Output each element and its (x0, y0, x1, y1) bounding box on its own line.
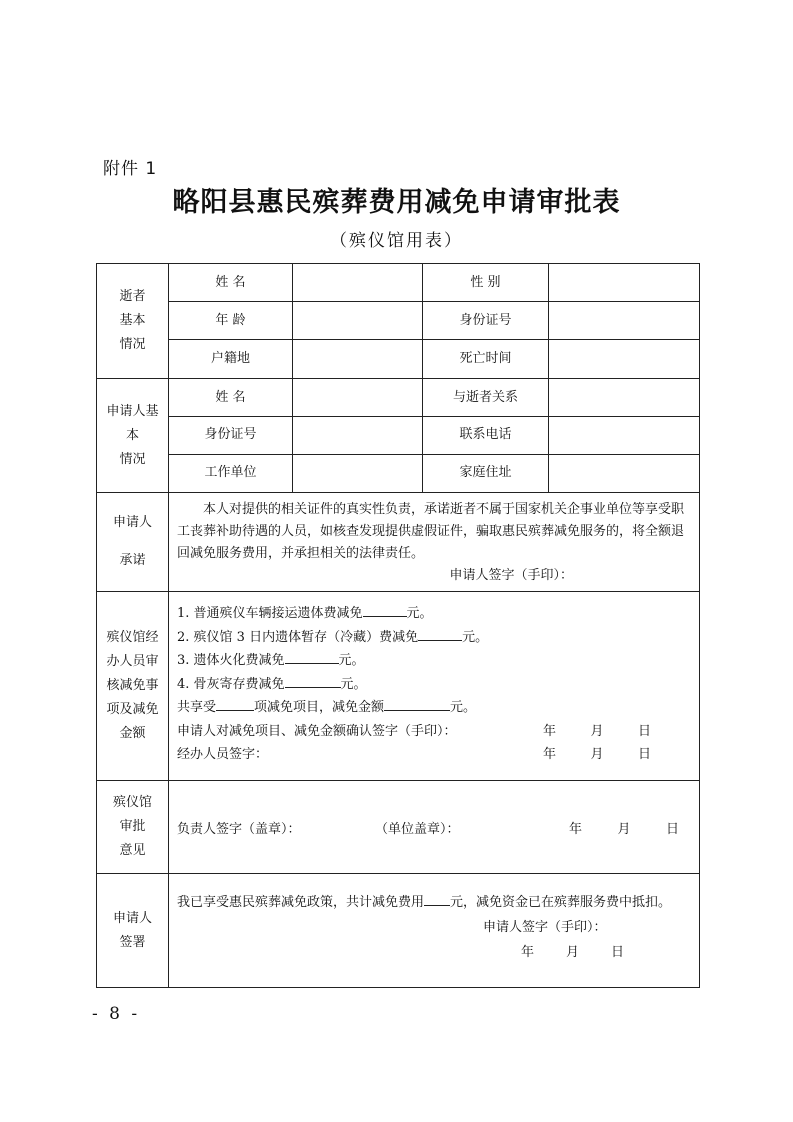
applicant-confirm-line: 申请人对减免项目、减免金额确认签字（手印）： 年 月 日 (177, 720, 691, 744)
deceased-id-label: 身份证号 (423, 302, 549, 340)
signoff-content (169, 874, 700, 988)
form-subtitle: （殡仪馆用表） (330, 231, 463, 251)
approval-date: 年 月 日 (569, 821, 679, 837)
section-handler-review: 殡仪馆经 办人员审 核减免事 项及减免 金额 (97, 592, 169, 781)
attachment-label: 附件 1 (103, 159, 158, 179)
signoff-amount-blank[interactable] (424, 891, 450, 906)
deceased-name-field[interactable] (293, 264, 423, 302)
deceased-gender-field[interactable] (549, 264, 700, 302)
applicant-phone-field[interactable] (549, 416, 700, 454)
section-applicant-promise: 申请人 承诺 (97, 492, 169, 591)
deceased-name-label: 姓 名 (169, 264, 293, 302)
applicant-id-field[interactable] (293, 416, 423, 454)
signoff-date: 年 月 日 (521, 945, 625, 961)
promise-signature-label: 申请人签字（手印）： (449, 567, 573, 583)
reduction-item-3: 3. 遗体火化费减免 元。 (177, 649, 691, 673)
item2-amount-blank[interactable] (418, 626, 462, 641)
application-form-table (96, 263, 700, 988)
section-applicant-info: 申请人基 本 情况 (97, 379, 169, 492)
handler-review-content (169, 592, 700, 781)
applicant-relation-field[interactable] (549, 379, 700, 416)
staff-sign-label: 经办人员签字： (177, 747, 269, 763)
section-deceased-info: 逝者 基本 情况 (97, 264, 169, 379)
approval-content (169, 781, 700, 874)
deceased-gender-label: 性 别 (423, 264, 549, 302)
deceased-household-label: 户籍地 (169, 340, 293, 379)
unit-seal-label: （单位盖章）： (375, 821, 460, 837)
section-approval-opinion: 殡仪馆 审批 意见 (97, 781, 169, 874)
applicant-confirm-label: 申请人对减免项目、减免金额确认签字（手印）： (177, 723, 457, 739)
reduction-item-2: 2. 殡仪馆 3 日内遗体暂存（冷藏）费减免 元。 (177, 626, 691, 650)
signoff-signature-label: 申请人签字（手印）： (483, 920, 607, 936)
head-sign-label: 负责人签字（盖章）： (177, 821, 301, 837)
deceased-id-field[interactable] (549, 302, 700, 340)
page-number: - 8 - (92, 1004, 141, 1024)
applicant-relation-label: 与逝者关系 (423, 379, 549, 416)
item4-amount-blank[interactable] (285, 673, 341, 688)
promise-text-line-2: 工丧葬补助待遇的人员，如核查发现提供虚假证件，骗取惠民殡葬减免服务的，将全额退 (177, 523, 685, 539)
promise-text-line-3: 回减免服务费用，并承担相关的法律责任。 (177, 545, 425, 561)
reduction-total: 共享受 项减免项目，减免金额 元。 (177, 696, 691, 720)
promise-text-line-1: 本人对提供的相关证件的真实性负责，承诺逝者不属于国家机关企事业单位等享受职 (203, 501, 685, 517)
item3-amount-blank[interactable] (285, 649, 339, 664)
item1-amount-blank[interactable] (363, 602, 407, 617)
applicant-address-field[interactable] (549, 454, 700, 492)
signoff-statement: 我已享受惠民殡葬减免政策，共计减免费用 元，减免资金已在殡葬服务费中抵扣。 (177, 890, 691, 915)
reduction-item-1: 1. 普通殡仪车辆接运遗体费减免 元。 (177, 602, 691, 626)
staff-sign-line: 经办人员签字： 年 月 日 (177, 743, 691, 767)
applicant-address-label: 家庭住址 (423, 454, 549, 492)
deceased-death-time-field[interactable] (549, 340, 700, 379)
deceased-death-time-label: 死亡时间 (423, 340, 549, 379)
total-items-blank[interactable] (216, 696, 254, 711)
applicant-work-label: 工作单位 (169, 454, 293, 492)
total-amount-blank[interactable] (384, 696, 450, 711)
applicant-phone-label: 联系电话 (423, 416, 549, 454)
applicant-id-label: 身份证号 (169, 416, 293, 454)
form-title: 略阳县惠民殡葬费用减免申请审批表 (172, 187, 621, 218)
applicant-name-field[interactable] (293, 379, 423, 416)
section-applicant-signoff: 申请人 签署 (97, 874, 169, 988)
reduction-item-4: 4. 骨灰寄存费减免 元。 (177, 673, 691, 697)
applicant-name-label: 姓 名 (169, 379, 293, 416)
deceased-age-label: 年 龄 (169, 302, 293, 340)
deceased-age-field[interactable] (293, 302, 423, 340)
applicant-work-field[interactable] (293, 454, 423, 492)
promise-statement (169, 492, 700, 591)
deceased-household-field[interactable] (293, 340, 423, 379)
